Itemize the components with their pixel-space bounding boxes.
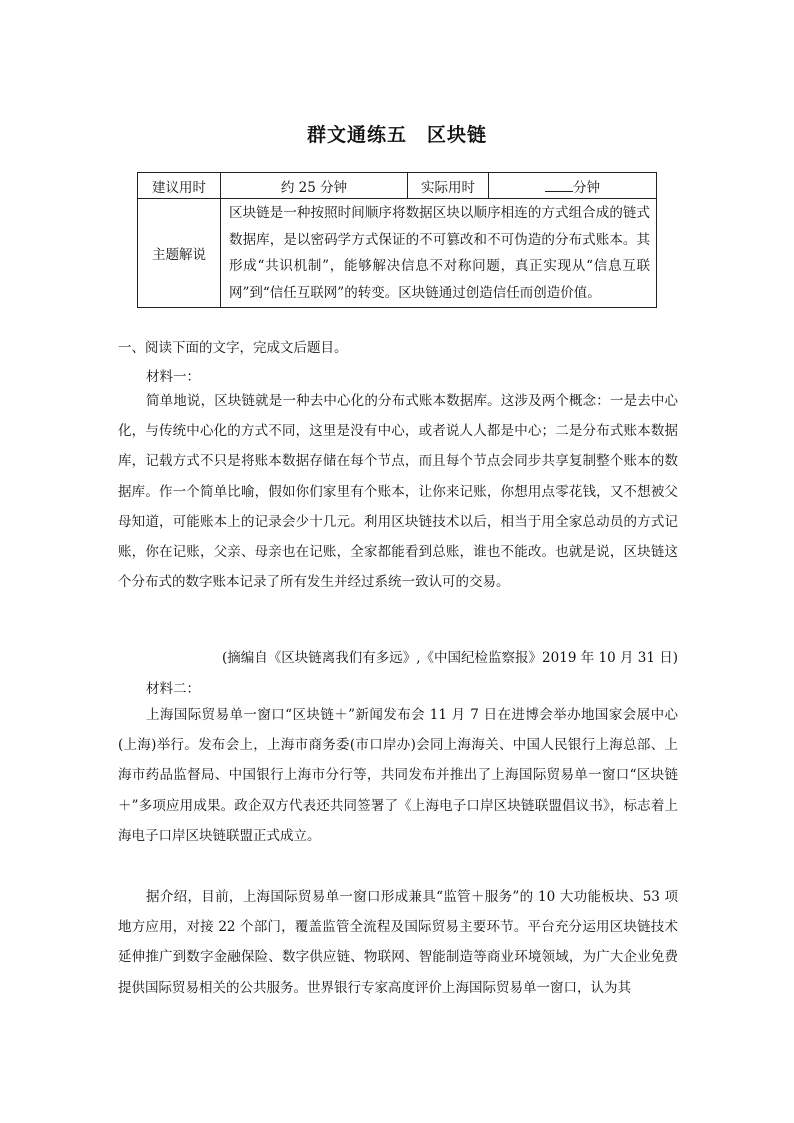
- suggested-time-value: 约 25 分钟: [221, 173, 408, 199]
- actual-time-unit: 分钟: [573, 179, 600, 196]
- theme-label: 主题解说: [138, 199, 221, 308]
- actual-time-blank[interactable]: [545, 178, 573, 192]
- material1-source: (摘编自《区块链离我们有多远》,《中国纪检监察报》2019 年 10 月 31 日): [222, 650, 678, 666]
- theme-text: 区块链是一种按照时间顺序将数据区块以顺序相连的方式组合成的链式数据库，是以密码学方式保证的不可篡改和不可伪造的分布式账本。其形成“共识机制”，能够解决信息不对称问题，真正实现从“信息互联网”到“信任互联网”的转变。区块链通过创造信任而创造价值。: [221, 199, 657, 308]
- material2-paragraph-1: 上海国际贸易单一窗口“区块链＋”新闻发布会 11 月 7 日在进博会举办地国家会展中心(上海)举行。发布会上，上海市商务委(市口岸办)会同上海海关、中国人民银行上海总部、上海市药品监督局、中国银行上海市分行等，共同发布并推出了上海国际贸易单一窗口“区块链＋”多项应用成果。政企双方代表还共同签署了《上海电子口岸区块链联盟倡议书》，标志着上海电子口岸区块链联盟正式成立。: [118, 707, 678, 844]
- material2-paragraph-2: 据介绍，目前，上海国际贸易单一窗口形成兼具“监管＋服务”的 10 大功能板块、53 项地方应用，对接 22 个部门，覆盖监管全流程及国际贸易主要环节。平台充分运用区块链技术延伸推广到数字金融保险、数字供应链、物联网、智能制造等商业环境领域，为广大企业免费提供国际贸易相关的公共服务。世界银行专家高度评价上海国际贸易单一窗口，认为其: [118, 889, 678, 996]
- suggested-time-label: 建议用时: [138, 173, 221, 199]
- actual-time-label: 实际用时: [408, 173, 489, 199]
- time-row: [138, 173, 657, 199]
- theme-row: [138, 199, 657, 308]
- page-title: 群文通练五 区块链: [306, 124, 487, 146]
- actual-time-cell: [489, 173, 657, 199]
- info-table: [137, 172, 657, 308]
- material2-label: 材料二：: [146, 681, 200, 697]
- material1-label: 材料一：: [146, 369, 200, 385]
- material1-paragraph: 简单地说，区块链就是一种去中心化的分布式账本数据库。这涉及两个概念：一是去中心化，与传统中心化的方式不同，这里是没有中心，或者说人人都是中心；二是分布式账本数据库，记载方式不只是将账本数据存储在每个节点，而且每个节点会同步共享复制整个账本的数据库。作一个简单比喻，假如你们家里有个账本，让你来记账，你想用点零花钱，又不想被父母知道，可能账本上的记录会少十几元。利用区块链技术以后，相当于用全家总动员的方式记账，你在记账，父亲、母亲也在记账，全家都能看到总账，谁也不能改。也就是说，区块链这个分布式的数字账本记录了所有发生并经过系统一致认可的交易。: [118, 393, 678, 591]
- question-heading: 一、阅读下面的文字，完成文后题目。: [118, 340, 348, 356]
